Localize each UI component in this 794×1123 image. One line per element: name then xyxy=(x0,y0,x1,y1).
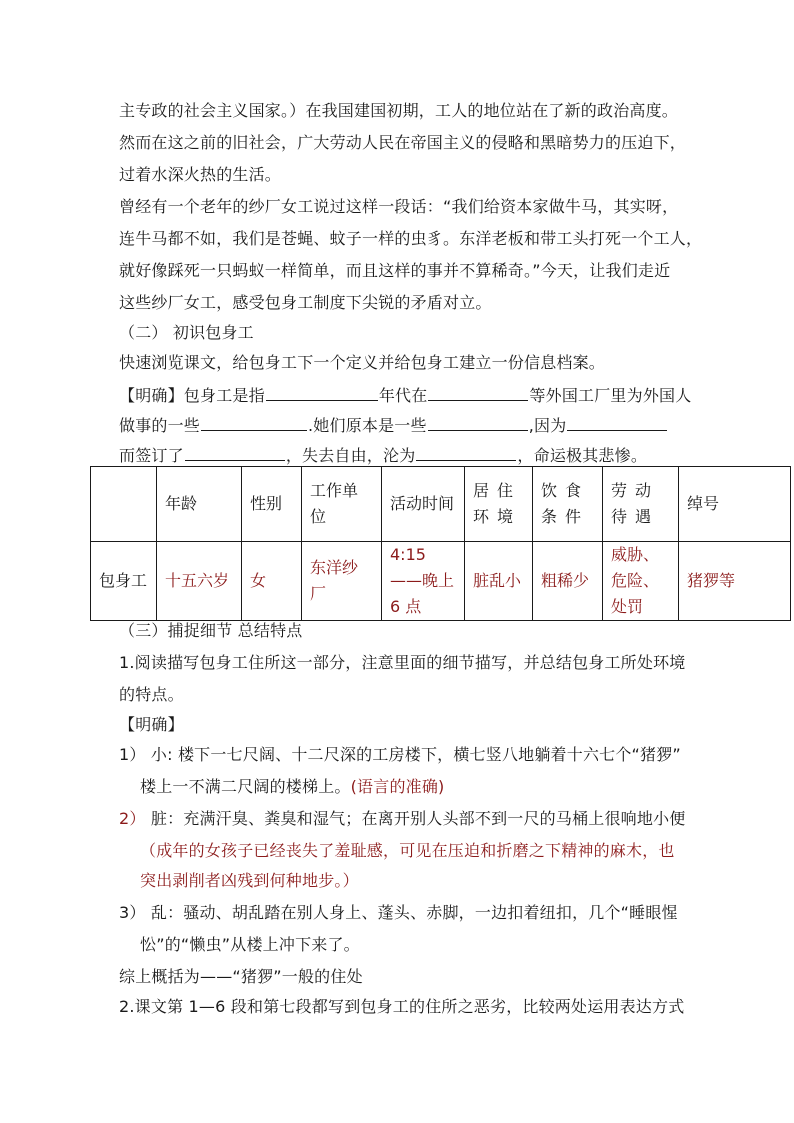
table-header-cell: 活动时间 xyxy=(382,467,465,542)
table-cell: 威胁、危险、处罚 xyxy=(603,542,679,621)
clarify-text: ，失去自由，沦为 xyxy=(285,446,416,465)
paragraph-line: 这些纱厂女工，感受包身工制度下尖锐的矛盾对立。 xyxy=(119,293,492,312)
paragraph-line: 连牛马都不如，我们是苍蝇、蚊子一样的虫豸。东洋老板和带工头打死一个工人， xyxy=(119,229,703,248)
table-cell: 4:15——晚上 6 点 xyxy=(382,542,465,621)
fill-blank[interactable] xyxy=(428,384,528,401)
item-number: 2） xyxy=(119,809,151,828)
fill-blank[interactable] xyxy=(266,384,378,401)
paragraph-line: 然而在这之前的旧社会，广大劳动人民在帝国主义的侵略和黑暗势力的压迫下， xyxy=(119,133,687,152)
table-header-cell: 劳动待遇 xyxy=(603,467,679,542)
item-text: 楼上一不满二尺阔的楼梯上。 xyxy=(140,777,351,796)
fill-blank[interactable] xyxy=(428,414,528,431)
table-cell: 十五六岁 xyxy=(157,542,242,621)
summary-line: 综上概括为——“猪猡”一般的住处 xyxy=(119,967,363,986)
paragraph-line: 曾经有一个老年的纱厂女工说过这样一段话：“我们给资本家做牛马，其实呀， xyxy=(119,197,679,216)
table-header-cell: 年龄 xyxy=(157,467,242,542)
clarify-text: .她们原本是一些 xyxy=(308,416,427,435)
section-heading: （三）捕捉细节 总结特点 xyxy=(119,621,303,640)
table-header-row xyxy=(91,467,791,542)
table-header-cell: 绰号 xyxy=(679,467,791,542)
item-line: 忪”的“懒虫”从楼上冲下来了。 xyxy=(140,935,360,954)
clarify-text: ，命运极其悲惨。 xyxy=(517,446,648,465)
item-text: 脏：充满汗臭、粪臭和湿气；在离开别人头部不到一尺的马桶上很响地小便 xyxy=(150,809,686,828)
fill-blank[interactable] xyxy=(201,414,307,431)
clarify-line-2 xyxy=(119,414,668,437)
table-header-cell: 饮食条件 xyxy=(533,467,603,542)
table-header-cell: 性别 xyxy=(242,467,302,542)
fill-blank[interactable] xyxy=(567,414,667,431)
info-table xyxy=(90,466,791,621)
clarify-text: ,因为 xyxy=(528,416,567,435)
paragraph-line: 过着水深火热的生活。 xyxy=(119,165,282,184)
question-line: 1.阅读描写包身工住所这一部分，注意里面的细节描写，并总结包身工所处环境 xyxy=(119,653,686,672)
clarify-text: 做事的一些 xyxy=(119,416,201,435)
item-line xyxy=(119,808,685,830)
table-cell: 女 xyxy=(242,542,302,621)
table-row xyxy=(91,542,791,621)
fill-blank[interactable] xyxy=(416,444,516,461)
table-cell: 东洋纱厂 xyxy=(302,542,382,621)
question-line: 的特点。 xyxy=(119,685,184,704)
paragraph-line: 主专政的社会主义国家。）在我国建国初期，工人的地位站在了新的政治高度。 xyxy=(119,101,679,120)
clarify-line-1 xyxy=(119,384,691,407)
item-note: (语言的准确) xyxy=(350,777,445,796)
item-line: 3） 乱：骚动、胡乱踏在别人身上、蓬头、赤脚，一边扣着纽扣，几个“睡眼惺 xyxy=(119,903,678,922)
table-cell: 粗稀少 xyxy=(533,542,603,621)
table-header-cell: 工作单位 xyxy=(302,467,382,542)
table-cell: 脏乱小 xyxy=(465,542,533,621)
table-header-cell: 居住环境 xyxy=(465,467,533,542)
section-heading: （二） 初识包身工 xyxy=(119,323,254,342)
item-line xyxy=(140,776,445,798)
item-note-line: （成年的女孩子已经丧失了羞耻感，可见在压迫和折磨之下精神的麻木，也 xyxy=(140,841,675,860)
clarify-line-3 xyxy=(119,444,647,467)
item-line: 1） 小: 楼下一七尺阔、十二尺深的工房楼下，横七竖八地躺着十六七个“猪猡” xyxy=(119,745,681,764)
table-cell: 猪猡等 xyxy=(679,542,791,621)
fill-blank[interactable] xyxy=(185,444,285,461)
task-text: 快速浏览课文，给包身工下一个定义并给包身工建立一份信息档案。 xyxy=(119,353,606,372)
clarify-text: 等外国工厂里为外国人 xyxy=(529,386,692,405)
clarify-text: 而签订了 xyxy=(119,446,184,465)
paragraph-line: 就好像踩死一只蚂蚁一样简单，而且这样的事并不算稀奇。”今天，让我们走近 xyxy=(119,261,671,280)
clarify-text: 年代在 xyxy=(378,386,428,405)
table-header-cell xyxy=(91,467,157,542)
clarify-text: 【明确】包身工是指 xyxy=(119,386,265,405)
item-note-line: 突出剥削者凶残到何种地步。） xyxy=(140,871,359,890)
table-cell: 包身工 xyxy=(91,542,157,621)
question-line: 2.课文第 1—6 段和第七段都写到包身工的住所之恶劣，比较两处运用表达方式 xyxy=(119,997,685,1016)
clarify-label: 【明确】 xyxy=(119,715,184,734)
